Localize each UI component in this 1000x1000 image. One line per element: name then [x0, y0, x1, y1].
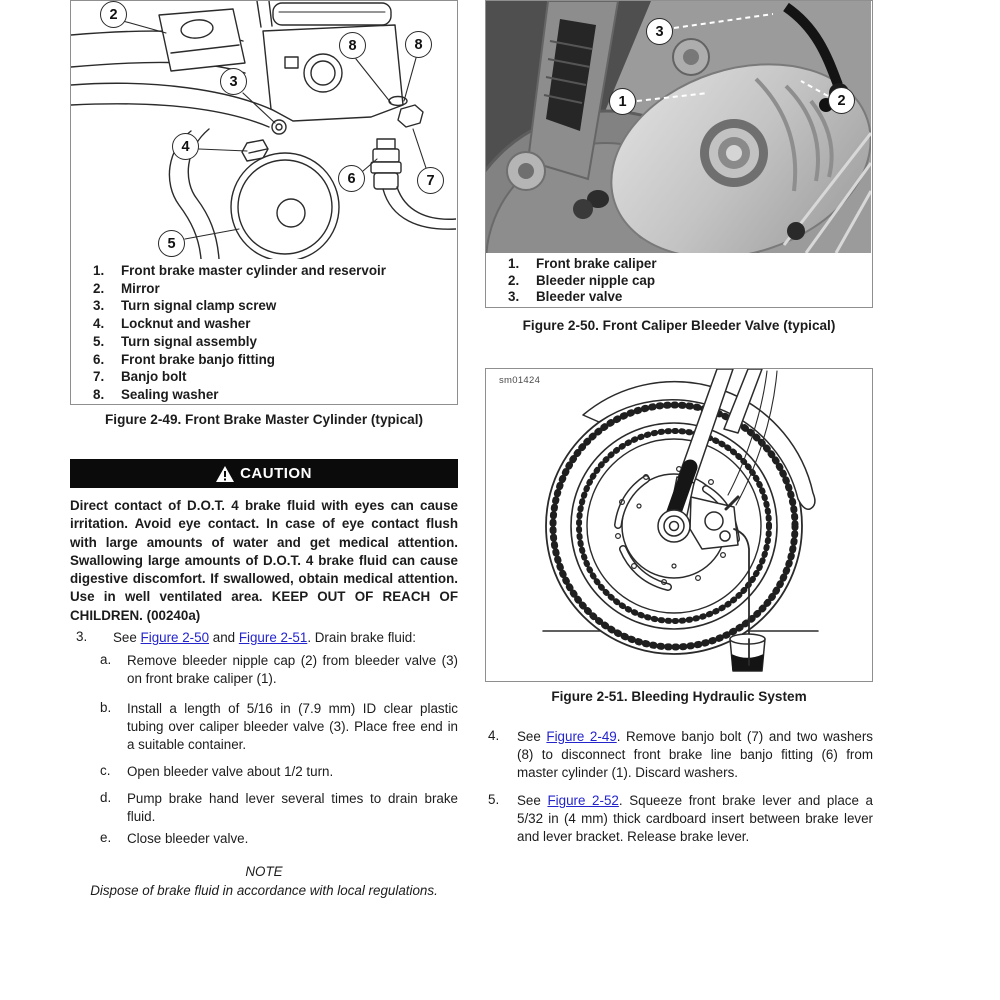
master-cylinder-line-drawing — [71, 1, 456, 259]
figure-2-50-legend — [486, 256, 872, 306]
figure-2-50-box — [485, 0, 873, 308]
step-3b: b. Install a length of 5/16 in (7.9 mm) ID clear plastic tubing over caliper bleeder valve (3). Place free end in a suitable container. — [100, 700, 458, 752]
legend-item: 4. Locknut and washer — [93, 316, 251, 332]
caution-banner — [70, 459, 458, 488]
figure-2-51-caption: Figure 2-51. Bleeding Hydraulic System — [551, 689, 807, 704]
legend-item: 2. Bleeder nipple cap — [508, 272, 656, 288]
link-figure-2-50[interactable]: Figure 2-50 — [140, 630, 210, 645]
caution-text: Direct contact of D.O.T. 4 brake fluid with eyes can cause irritation. Avoid eye contact. In case of eye contact flush with large amounts of water and get medical attention. Swallowing large amounts of D.O.T. 4 brake fluid can cause digestive discomfort. If swallowed, obtain medical attention. Use in well ventilated area. KEEP OUT OF REACH OF CHILDREN. (00240a) — [70, 498, 458, 623]
step-3: 3. See Figure 2-50 and Figure 2-51. Drain brake fluid: — [76, 629, 416, 645]
step-3a: a. Remove bleeder nipple cap (2) from bleeder valve (3) on front brake caliper (1). — [100, 652, 458, 686]
step-3e: e. Close bleeder valve. — [100, 830, 249, 846]
figure-2-49-box — [70, 0, 458, 405]
step-3c: c. Open bleeder valve about 1/2 turn. — [100, 763, 334, 779]
callout-2: 2 — [828, 87, 855, 114]
front-caliper-photo — [486, 1, 871, 253]
callout-5: 5 — [158, 230, 185, 257]
note-title: NOTE — [245, 864, 283, 879]
step-number: 5. — [488, 792, 500, 807]
legend-item: 5. Turn signal assembly — [93, 333, 257, 349]
step-number: 3. — [76, 629, 88, 644]
callout-8b: 8 — [405, 31, 432, 58]
callout-4: 4 — [172, 133, 199, 160]
step-5: 5. See Figure 2-52. Squeeze front brake lever and place a 5/32 in (4 mm) thick cardboard insert between brake lever and lever bracket. Release brake lever. — [488, 792, 873, 844]
figure-2-49-caption: Figure 2-49. Front Brake Master Cylinder (typical) — [104, 412, 424, 427]
callout-2: 2 — [100, 1, 127, 28]
figure-2-50-caption: Figure 2-50. Front Caliper Bleeder Valve (typical) — [522, 318, 836, 333]
link-figure-2-52[interactable]: Figure 2-52 — [547, 793, 619, 808]
right-column — [485, 0, 873, 1000]
warning-triangle-icon — [216, 466, 234, 482]
link-figure-2-49[interactable]: Figure 2-49 — [546, 729, 617, 744]
callout-3: 3 — [220, 68, 247, 95]
legend-item: 6. Front brake banjo fitting — [93, 351, 275, 367]
step-4: 4. See Figure 2-49. Remove banjo bolt (7) and two washers (8) to disconnect front brake line banjo fitting (6) from master cylinder (1). Discard washers. — [488, 728, 873, 780]
legend-item: 3. Bleeder valve — [508, 289, 623, 305]
bleeding-hydraulic-system-drawing — [486, 369, 871, 680]
left-column — [70, 0, 458, 1000]
callout-7: 7 — [417, 167, 444, 194]
legend-item: 2. Mirror — [93, 280, 160, 296]
legend-item: 7. Banjo bolt — [93, 369, 187, 385]
figure-2-49-legend — [71, 262, 457, 404]
figure-code: sm01424 — [499, 375, 541, 386]
callout-1: 1 — [609, 88, 636, 115]
step-3d: d. Pump brake hand lever several times to drain brake fluid. — [100, 790, 458, 824]
legend-item: 1. Front brake master cylinder and reservoir — [93, 263, 386, 278]
caution-title: CAUTION — [240, 465, 312, 482]
legend-item: 3. Turn signal clamp screw — [93, 298, 277, 314]
callout-3: 3 — [646, 18, 673, 45]
link-figure-2-51[interactable]: Figure 2-51 — [238, 630, 308, 645]
step-number: 4. — [488, 728, 500, 743]
figure-2-51-box — [485, 368, 873, 682]
callout-6: 6 — [338, 165, 365, 192]
legend-item: 8. Sealing washer — [93, 386, 219, 402]
legend-item: 1. Front brake caliper — [508, 256, 657, 271]
callout-8a: 8 — [339, 32, 366, 59]
note-text: Dispose of brake fluid in accordance with local regulations. — [90, 883, 438, 898]
